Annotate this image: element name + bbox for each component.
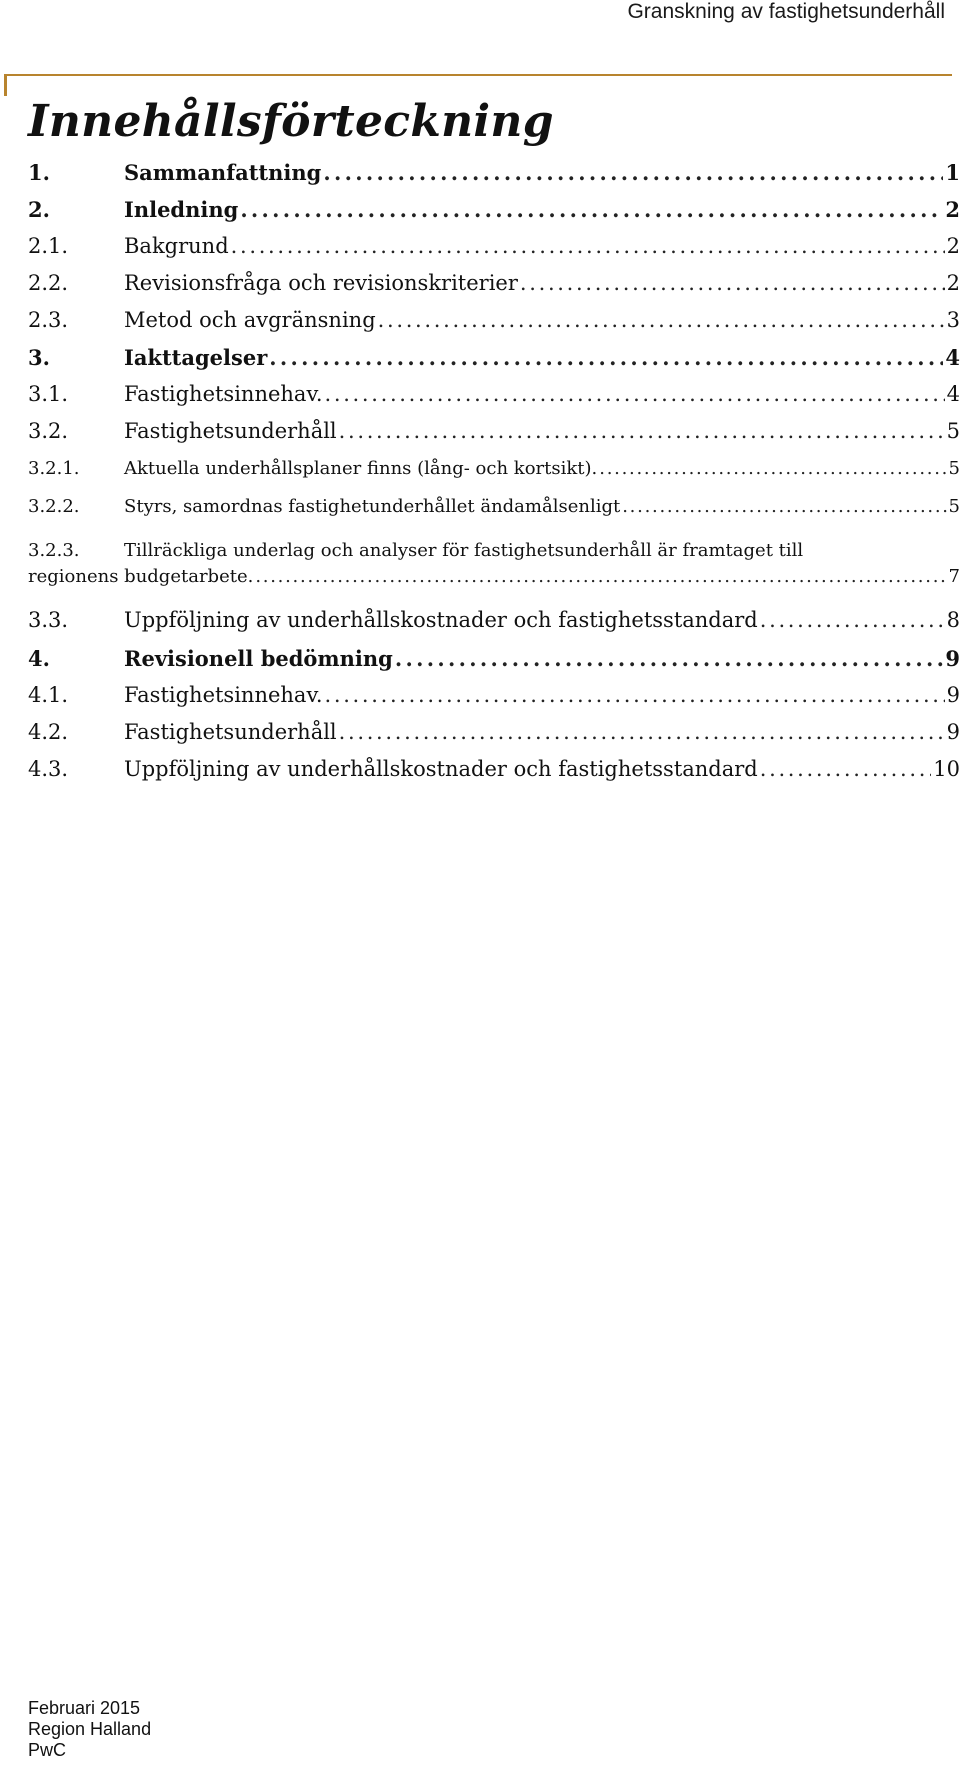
toc-entry-3-2[interactable] bbox=[28, 419, 960, 443]
toc-entry-3-3[interactable] bbox=[28, 608, 960, 632]
toc-entry-page: 2 bbox=[945, 197, 960, 222]
running-header: Granskning av fastighetsunderhåll bbox=[627, 0, 945, 23]
toc-leader-dots bbox=[339, 720, 945, 744]
toc-entry-number: 2.1. bbox=[28, 234, 69, 258]
toc-leader-dots bbox=[240, 197, 943, 222]
toc-entry-3-2-3[interactable] bbox=[28, 540, 960, 587]
toc-entry-page: 5 bbox=[948, 458, 960, 479]
toc-entry-1[interactable] bbox=[28, 160, 960, 185]
toc-entry-label-continued: regionens budgetarbete. bbox=[28, 566, 254, 587]
toc-entry-label: Uppföljning av underhållskostnader och fastighetsstandard bbox=[124, 757, 758, 781]
toc-entry-number: 1. bbox=[28, 160, 50, 185]
toc-entry-page: 9 bbox=[946, 720, 960, 744]
toc-entry-label: Fastighetsinnehav. bbox=[124, 683, 323, 707]
toc-entry-number: 3.2.3. bbox=[28, 540, 80, 561]
toc-entry-number: 2.3. bbox=[28, 308, 69, 332]
toc-entry-label: Iakttagelser bbox=[124, 345, 268, 370]
toc-entry-label: Sammanfattning bbox=[124, 160, 322, 185]
toc-entry-number: 4.3. bbox=[28, 757, 69, 781]
toc-leader-dots bbox=[378, 308, 945, 332]
toc-entry-page: 3 bbox=[946, 308, 960, 332]
toc-entry-3[interactable] bbox=[28, 345, 960, 370]
toc-entry-page: 4 bbox=[946, 382, 960, 406]
toc-entry-number: 4.2. bbox=[28, 720, 69, 744]
toc-leader-dots bbox=[760, 608, 945, 632]
toc-entry-4-3[interactable] bbox=[28, 757, 960, 781]
toc-entry-number: 3.1. bbox=[28, 382, 69, 406]
toc-entry-label: Tillräckliga underlag och analyser för fastighetsunderhåll är framtaget till bbox=[124, 540, 804, 561]
toc-entry-page: 2 bbox=[946, 234, 960, 258]
toc-entry-3-2-2[interactable] bbox=[28, 496, 960, 517]
toc-leader-dots bbox=[622, 496, 946, 517]
toc-entry-number: 2.2. bbox=[28, 271, 69, 295]
toc-entry-page: 2 bbox=[946, 271, 960, 295]
toc-leader-dots bbox=[325, 683, 945, 707]
toc-leader-dots bbox=[255, 566, 946, 587]
toc-entry-label: Fastighetsinnehav. bbox=[124, 382, 323, 406]
toc-entry-4-2[interactable] bbox=[28, 720, 960, 744]
toc-entry-label: Styrs, samordnas fastighetunderhållet ändamålsenligt bbox=[124, 496, 621, 517]
toc-entry-label: Aktuella underhållsplaner finns (lång- och kortsikt). bbox=[124, 458, 598, 479]
toc-leader-dots bbox=[599, 458, 946, 479]
toc-entry-number: 4. bbox=[28, 646, 50, 671]
toc-entry-number: 3.3. bbox=[28, 608, 69, 632]
toc-entry-2[interactable] bbox=[28, 197, 960, 222]
toc-entry-3-1[interactable] bbox=[28, 382, 960, 406]
toc-title: Innehållsförteckning bbox=[28, 96, 554, 147]
toc-entry-label: Uppföljning av underhållskostnader och fastighetsstandard bbox=[124, 608, 758, 632]
toc-entry-label: Inledning bbox=[124, 197, 239, 222]
toc-leader-dots bbox=[395, 646, 944, 671]
toc-entry-page: 9 bbox=[946, 683, 960, 707]
header-rule bbox=[4, 74, 952, 76]
toc-entry-page: 1 bbox=[945, 160, 960, 185]
page-footer bbox=[28, 1698, 151, 1761]
toc-entry-label: Fastighetsunderhåll bbox=[124, 720, 337, 744]
toc-entry-2-1[interactable] bbox=[28, 234, 960, 258]
toc-entry-3-2-1[interactable] bbox=[28, 458, 960, 479]
toc-entry-page: 10 bbox=[933, 757, 960, 781]
toc-leader-dots bbox=[760, 757, 932, 781]
toc-entry-number: 2. bbox=[28, 197, 50, 222]
toc-entry-page: 9 bbox=[945, 646, 960, 671]
toc-entry-label: Revisionell bedömning bbox=[124, 646, 393, 671]
toc-entry-page: 4 bbox=[945, 345, 960, 370]
header-rule-tick bbox=[4, 74, 7, 96]
toc-entry-number: 3.2.2. bbox=[28, 496, 80, 517]
toc-leader-dots bbox=[269, 345, 943, 370]
toc-entry-page: 7 bbox=[948, 566, 960, 587]
toc-entry-label: Fastighetsunderhåll bbox=[124, 419, 337, 443]
toc-leader-dots bbox=[323, 160, 943, 185]
toc-entry-4-1[interactable] bbox=[28, 683, 960, 707]
toc-entry-page: 5 bbox=[946, 419, 960, 443]
toc-entry-number: 3.2.1. bbox=[28, 458, 80, 479]
toc-entry-number: 3. bbox=[28, 345, 50, 370]
toc-leader-dots bbox=[231, 234, 945, 258]
toc-entry-number: 4.1. bbox=[28, 683, 69, 707]
toc-entry-label: Revisionsfråga och revisionskriterier bbox=[124, 271, 518, 295]
footer-date: Februari 2015 bbox=[28, 1698, 141, 1718]
toc-leader-dots bbox=[339, 419, 945, 443]
toc-entry-2-2[interactable] bbox=[28, 271, 960, 295]
toc-entry-page: 8 bbox=[946, 608, 960, 632]
toc-entry-2-3[interactable] bbox=[28, 308, 960, 332]
toc-entry-number: 3.2. bbox=[28, 419, 69, 443]
footer-firm: PwC bbox=[28, 1740, 67, 1760]
toc-entry-page: 5 bbox=[948, 496, 960, 517]
toc-entry-label: Metod och avgränsning bbox=[124, 308, 376, 332]
footer-client: Region Halland bbox=[28, 1719, 152, 1739]
toc-leader-dots bbox=[325, 382, 945, 406]
toc-leader-dots bbox=[520, 271, 945, 295]
toc-entry-label: Bakgrund bbox=[124, 234, 229, 258]
toc-entry-4[interactable] bbox=[28, 646, 960, 671]
